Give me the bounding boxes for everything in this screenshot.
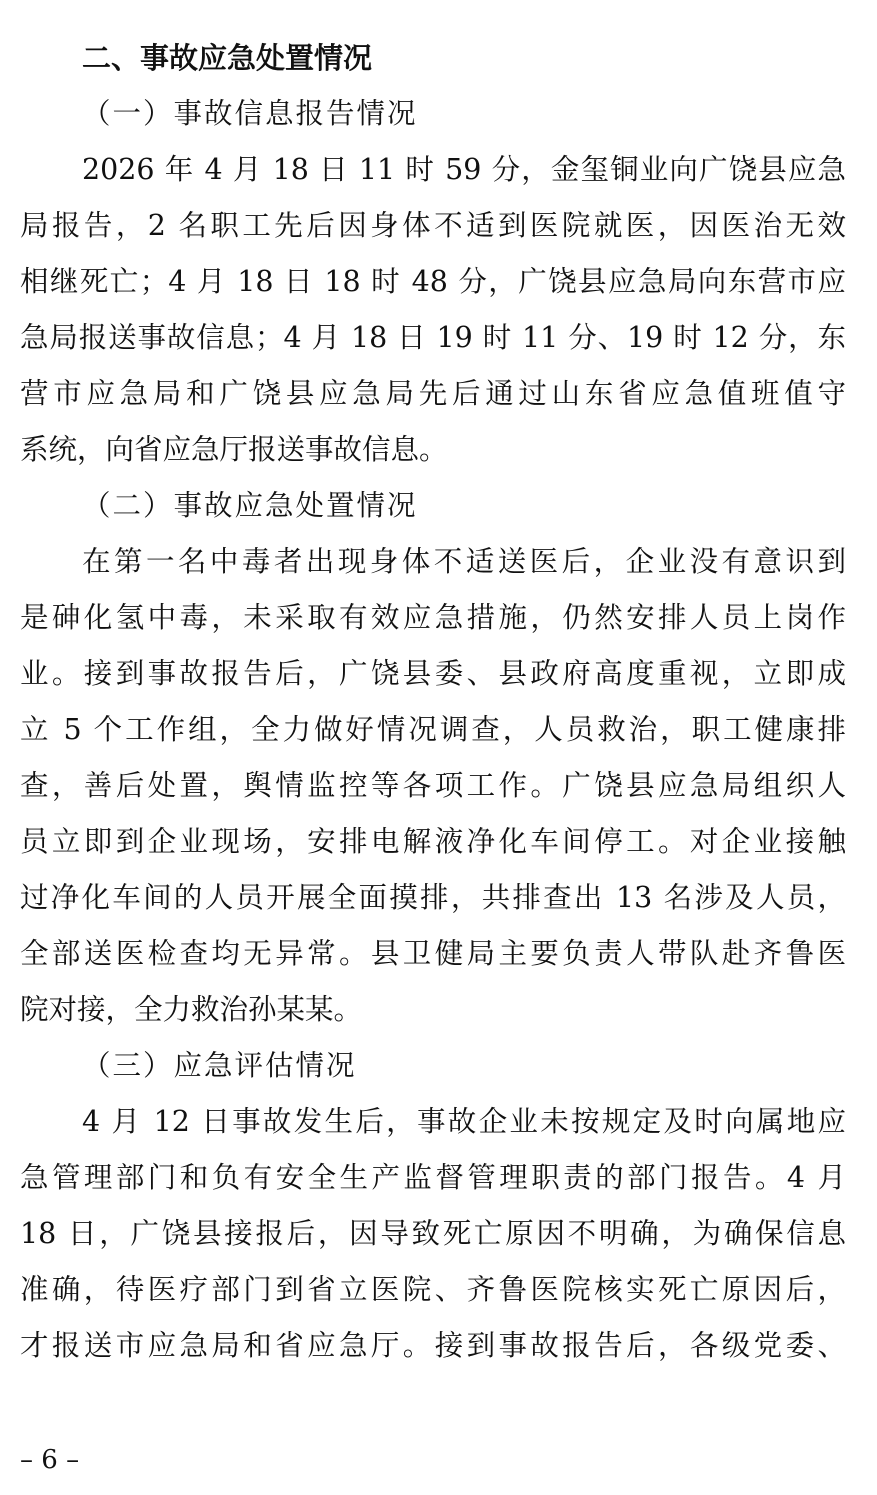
- paragraph-line: 院对接，全力救治孙某某。: [20, 993, 363, 1026]
- section-title: 二、事故应急处置情况: [82, 41, 373, 75]
- paragraph-line: 系统，向省应急厅报送事故信息。: [20, 433, 448, 466]
- paragraph-line: 立 5 个工作组，全力做好情况调查，人员救治，职工健康排: [20, 713, 846, 746]
- paragraph-line: 营市应急局和广饶县应急局先后通过山东省应急值班值守: [20, 377, 846, 410]
- paragraph-line: 局报告，2 名职工先后因身体不适到医院就医，因医治无效: [20, 209, 846, 242]
- paragraph-line: 2026 年 4 月 18 日 11 时 59 分，金玺铜业向广饶县应急: [82, 153, 846, 186]
- paragraph-line: 18 日，广饶县接报后，因导致死亡原因不明确，为确保信息: [20, 1217, 846, 1250]
- paragraph-line: 查，善后处置，舆情监控等各项工作。广饶县应急局组织人: [20, 769, 846, 802]
- paragraph-line: 是砷化氢中毒，未采取有效应急措施，仍然安排人员上岗作: [20, 601, 846, 634]
- paragraph-line: 相继死亡；4 月 18 日 18 时 48 分，广饶县应急局向东营市应: [20, 265, 846, 298]
- paragraph-line: 业。接到事故报告后，广饶县委、县政府高度重视，立即成: [20, 657, 846, 690]
- page-number: – 6 –: [20, 1445, 80, 1475]
- paragraph-line: 全部送医检查均无异常。县卫健局主要负责人带队赴齐鲁医: [20, 937, 846, 970]
- paragraph-line: 过净化车间的人员开展全面摸排，共排查出 13 名涉及人员，: [20, 881, 846, 914]
- subsection-title-2: （二）事故应急处置情况: [82, 489, 418, 522]
- paragraph-line: 急管理部门和负有安全生产监督管理职责的部门报告。4 月: [20, 1161, 846, 1194]
- subsection-title-1: （一）事故信息报告情况: [82, 97, 418, 130]
- paragraph-line: 在第一名中毒者出现身体不适送医后，企业没有意识到: [82, 545, 846, 578]
- subsection-title-3: （三）应急评估情况: [82, 1049, 357, 1082]
- paragraph-line: 准确，待医疗部门到省立医院、齐鲁医院核实死亡原因后，: [20, 1273, 846, 1306]
- paragraph-line: 4 月 12 日事故发生后，事故企业未按规定及时向属地应: [82, 1105, 846, 1138]
- paragraph-line: 员立即到企业现场，安排电解液净化车间停工。对企业接触: [20, 825, 846, 858]
- paragraph-line: 急局报送事故信息；4 月 18 日 19 时 11 分、19 时 12 分，东: [20, 321, 846, 354]
- paragraph-line: 才报送市应急局和省应急厅。接到事故报告后，各级党委、: [20, 1329, 846, 1362]
